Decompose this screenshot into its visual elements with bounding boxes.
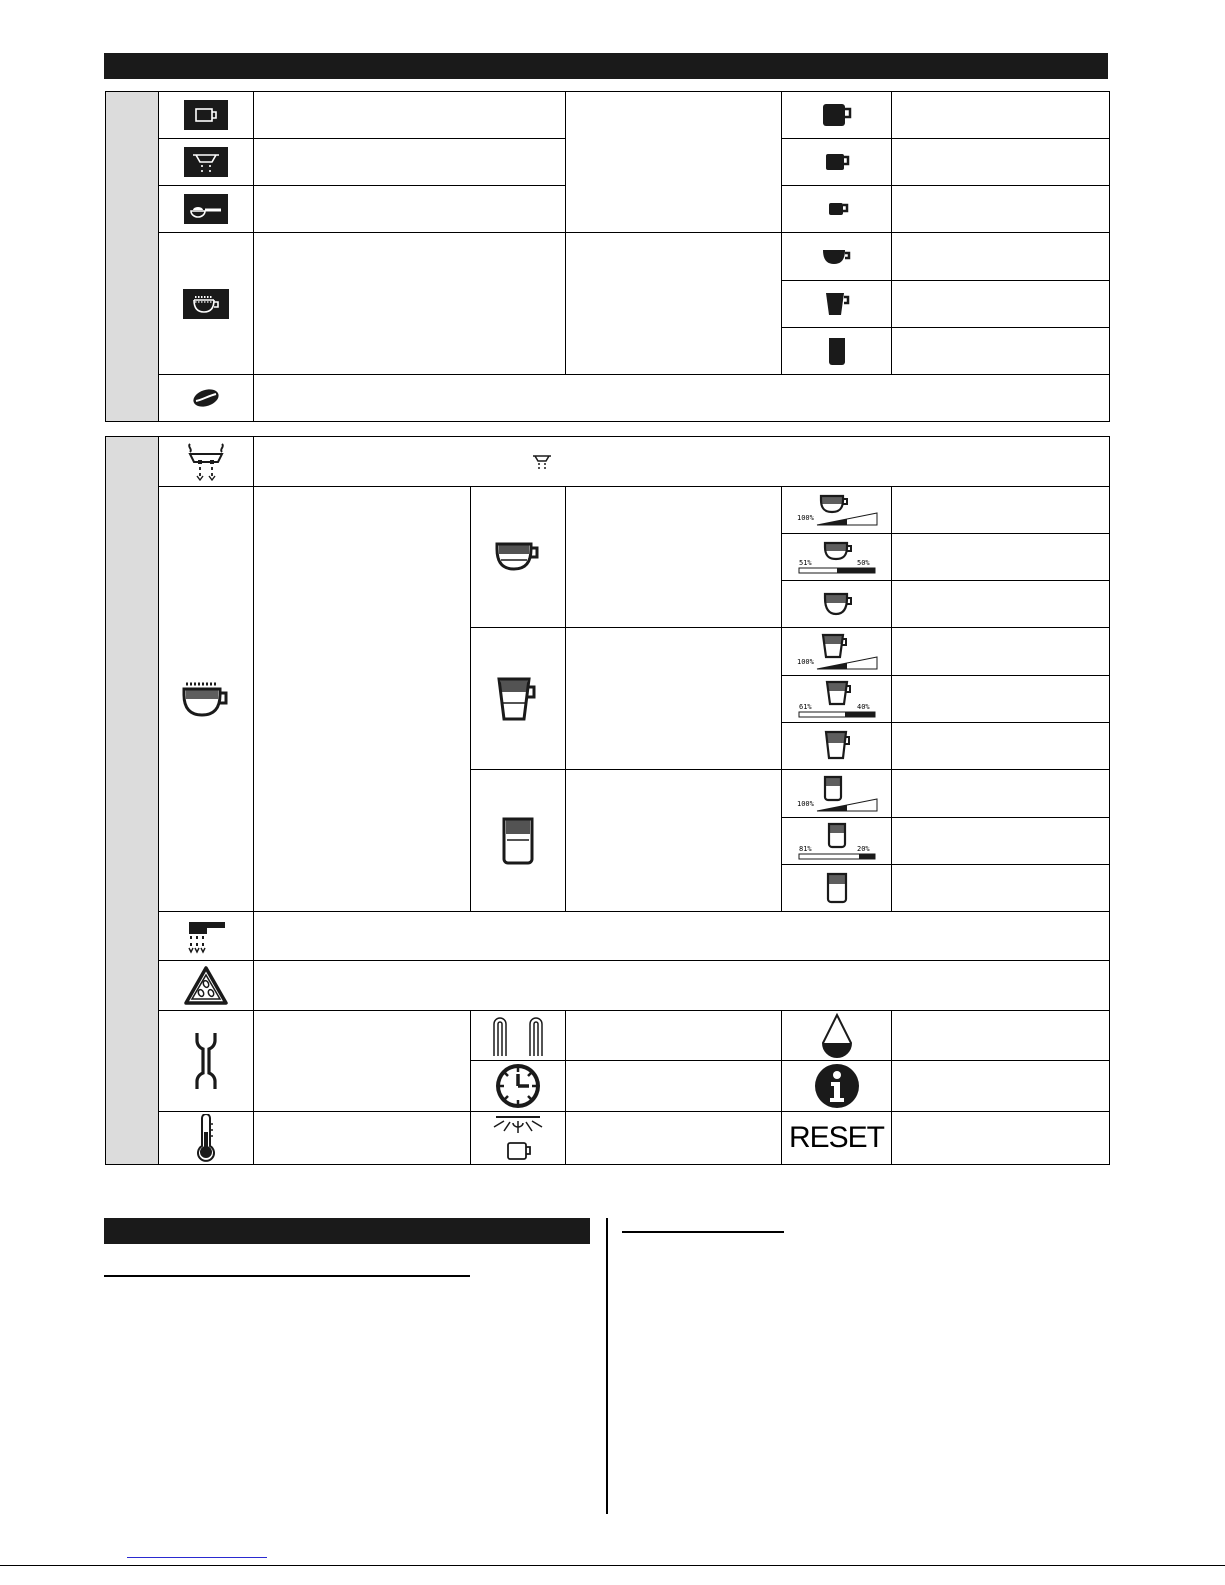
icon-cell <box>159 961 254 1011</box>
ratio-label: 100% <box>796 799 814 808</box>
icon-cell <box>471 1011 566 1061</box>
latte-glass-icon <box>819 336 855 366</box>
icon-cell <box>159 233 254 375</box>
ratio-right-label: 40% <box>856 703 870 711</box>
description-cell <box>254 487 471 912</box>
icon-cell <box>782 628 892 676</box>
description-cell <box>892 1061 1110 1112</box>
info-icon <box>813 1062 861 1110</box>
cup-icon <box>184 100 228 130</box>
icon-cell <box>471 628 566 770</box>
icon-cell <box>782 770 892 818</box>
left-column-subheading-rule <box>104 1275 470 1277</box>
icon-cell <box>159 92 254 139</box>
description-cell <box>254 961 1110 1011</box>
double-spout-icon <box>184 147 228 177</box>
column-divider <box>606 1218 608 1514</box>
cappuccino-ratio-split-icon <box>795 540 879 574</box>
icon-cell <box>782 139 892 186</box>
milk-cup-icon <box>183 289 229 319</box>
description-cell <box>254 1112 471 1165</box>
thermometer-icon <box>193 1114 219 1162</box>
ground-coffee-scoop-icon <box>184 194 228 224</box>
description-cell <box>566 487 782 628</box>
ratio-label: 100% <box>796 657 814 666</box>
icon-cell <box>782 1011 892 1061</box>
icon-cell <box>471 1112 566 1165</box>
clock-icon <box>494 1062 542 1110</box>
warning-grounds-icon <box>183 965 229 1007</box>
left-column-header-bar <box>104 1218 590 1244</box>
description-cell <box>892 186 1110 233</box>
right-column-subheading-rule <box>622 1231 784 1233</box>
description-cell <box>892 328 1110 375</box>
description-cell <box>892 818 1110 865</box>
icon-cell <box>471 487 566 628</box>
description-cell <box>566 1061 782 1112</box>
description-cell <box>892 281 1110 328</box>
description-cell <box>892 628 1110 676</box>
latte-outline-icon <box>498 816 538 866</box>
double-spout-inline-icon <box>531 452 553 470</box>
ratio-left-label: 81% <box>798 845 812 853</box>
description-cell <box>892 865 1110 912</box>
description-cell <box>566 770 782 912</box>
icon-cell <box>159 1112 254 1165</box>
latte-ratio-split-icon <box>795 822 879 860</box>
milk-cup-outline-icon <box>180 679 232 719</box>
hot-water-spout-icon <box>183 918 229 954</box>
description-cell <box>566 92 782 233</box>
description-cell <box>892 139 1110 186</box>
ratio-left-label: 61% <box>798 703 812 711</box>
cappuccino-outline-icon <box>493 539 543 575</box>
icon-cell <box>782 865 892 912</box>
description-cell <box>892 534 1110 581</box>
description-cell <box>254 375 1110 422</box>
description-cell <box>254 912 1110 961</box>
icon-cell <box>782 186 892 233</box>
icon-cell <box>159 139 254 186</box>
ratio-right-label: 50% <box>856 559 870 567</box>
icon-cell <box>159 186 254 233</box>
side-column <box>106 437 159 1165</box>
description-cell <box>254 186 566 233</box>
icon-cell <box>782 281 892 328</box>
description-cell <box>892 92 1110 139</box>
icon-cell <box>159 437 254 487</box>
large-cup-icon <box>819 101 855 129</box>
footer-rule <box>0 1565 1225 1566</box>
coffee-bean-icon <box>188 386 224 410</box>
icon-cell <box>159 487 254 912</box>
description-cell <box>254 1011 471 1112</box>
icon-cell <box>782 1112 892 1165</box>
description-cell <box>566 233 782 375</box>
description-cell <box>566 1011 782 1061</box>
macchiato-glass-icon <box>819 290 855 318</box>
cappuccino-ratio-full-icon <box>795 493 879 527</box>
side-column <box>106 92 159 422</box>
description-cell <box>892 723 1110 770</box>
icon-cell <box>471 770 566 912</box>
reset-label: RESET <box>788 1121 885 1154</box>
wrench-icon <box>191 1031 221 1091</box>
cappuccino-cup-icon <box>819 244 855 270</box>
icons-table-2 <box>105 436 1110 1165</box>
icon-cell <box>782 1061 892 1112</box>
description-cell <box>892 581 1110 628</box>
ratio-label: 100% <box>796 514 814 522</box>
description-cell <box>892 770 1110 818</box>
icon-cell <box>782 487 892 534</box>
icons-table-1 <box>105 91 1110 422</box>
description-cell <box>892 487 1110 534</box>
icon-cell <box>159 375 254 422</box>
ratio-left-label: 51% <box>798 559 812 567</box>
description-cell <box>892 676 1110 723</box>
description-cell <box>254 437 1110 487</box>
spout-dispensing-icon <box>184 442 228 482</box>
description-cell <box>254 92 566 139</box>
icon-cell <box>782 328 892 375</box>
water-hardness-drop-icon <box>817 1013 857 1059</box>
icon-cell <box>782 676 892 723</box>
description-cell <box>254 139 566 186</box>
icon-cell <box>782 92 892 139</box>
cup-light-icon <box>490 1113 546 1163</box>
latte-ratio-full-icon <box>795 775 879 813</box>
description-cell <box>892 1011 1110 1061</box>
description-cell <box>254 233 566 375</box>
icon-cell <box>159 912 254 961</box>
footer-link-underline[interactable] <box>127 1557 267 1558</box>
section-header-bar <box>104 53 1108 79</box>
descale-heating-icon <box>486 1014 550 1058</box>
macchiato-ratio-full-icon <box>795 633 879 671</box>
description-cell <box>566 1112 782 1165</box>
description-cell <box>566 628 782 770</box>
latte-small-icon <box>822 871 852 905</box>
description-cell <box>892 1112 1110 1165</box>
icon-cell <box>782 581 892 628</box>
macchiato-ratio-split-icon <box>795 680 879 718</box>
icon-cell <box>782 233 892 281</box>
icon-cell <box>782 534 892 581</box>
small-cup-icon <box>819 197 855 221</box>
icon-cell <box>782 723 892 770</box>
cappuccino-small-icon <box>819 589 855 619</box>
icon-cell <box>471 1061 566 1112</box>
icon-cell <box>782 818 892 865</box>
ratio-right-label: 20% <box>856 845 870 853</box>
macchiato-outline-icon <box>493 675 543 723</box>
icon-cell <box>159 1011 254 1112</box>
medium-cup-icon <box>819 149 855 175</box>
description-cell <box>892 233 1110 281</box>
macchiato-small-icon <box>819 729 855 763</box>
